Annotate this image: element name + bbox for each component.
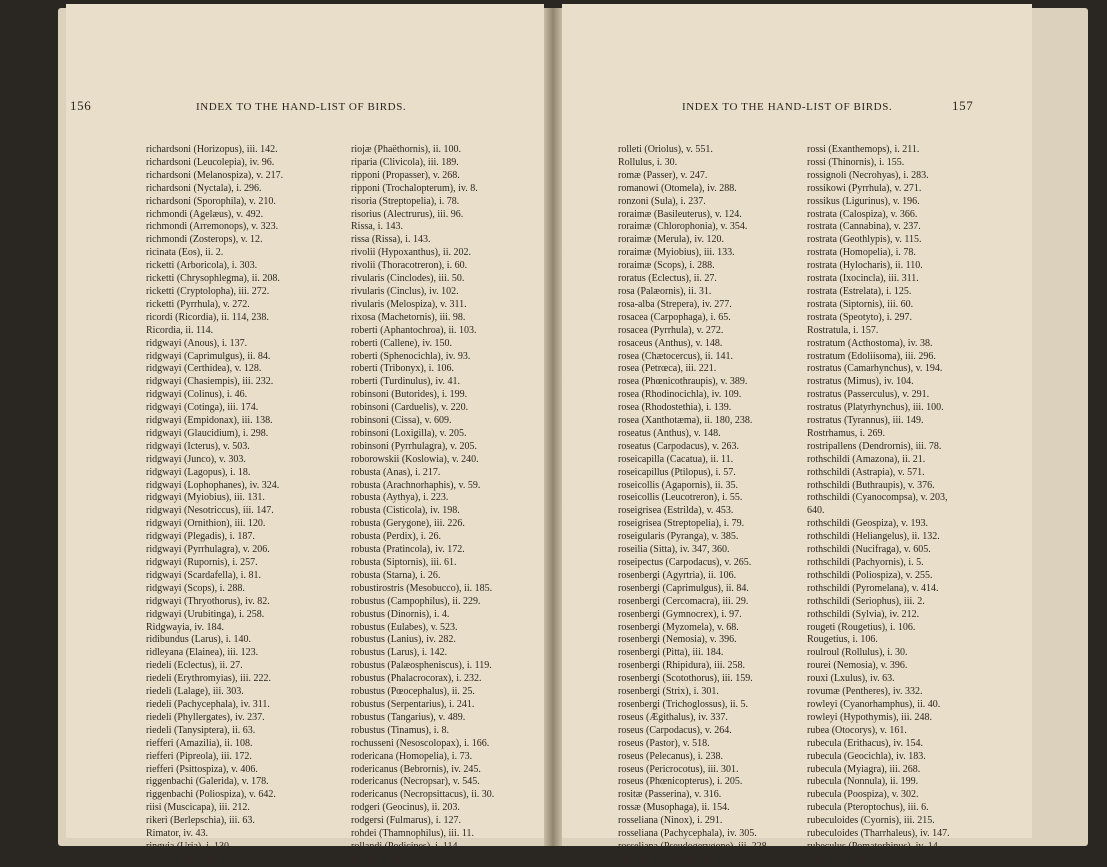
index-entry: rosa (Palæornis), ii. 31. — [618, 285, 712, 297]
index-entry: rostrata (Calospiza), v. 366. — [807, 208, 918, 220]
index-entry: richmondi (Zosterops), v. 12. — [146, 234, 263, 246]
index-entry: rowleyi (Cyanorhamphus), ii. 40. — [807, 698, 941, 710]
index-entry: rosenbergi (Agyrtria), ii. 106. — [618, 569, 737, 581]
index-entry: ricketti (Arboricola), i. 303. — [146, 260, 258, 272]
index-entry: rosseliana (Pachycephala), iv. 305. — [618, 828, 757, 840]
index-entry: rostrata (Siptornis), iii. 60. — [807, 298, 914, 310]
index-entry: rowleyi (Hypothymis), iii. 248. — [807, 711, 932, 723]
index-entry: ridibundus (Larus), i. 140. — [146, 634, 251, 646]
left-page-number: 156 — [70, 98, 92, 113]
index-entry: riisi (Muscicapa), iii. 212. — [146, 802, 250, 814]
index-entry: rovumæ (Pentheres), iv. 332. — [807, 686, 923, 698]
index-entry: ridgwayi (Icterus), v. 503. — [146, 440, 250, 452]
index-entry: rosea (Petrœca), iii. 221. — [618, 363, 717, 375]
index-entry: roraimæ (Myiobius), iii. 133. — [618, 247, 735, 259]
index-entry: ridgwayi (Certhidea), v. 128. — [146, 363, 262, 375]
index-entry: rostripallens (Dendrornis), iii. 78. — [807, 440, 942, 452]
index-entry: ridgwayi (Thryothorus), iv. 82. — [146, 595, 270, 607]
index-entry: rivolii (Thoracotreron), i. 60. — [351, 260, 468, 272]
index-entry: ricketti (Pyrrhula), v. 272. — [146, 298, 250, 310]
index-entry: richardsoni (Nyctala), i. 296. — [146, 182, 262, 194]
index-entry: riedeli (Lalage), iii. 303. — [146, 686, 244, 698]
index-entry: ridgwayi (Plegadis), i. 187. — [146, 531, 255, 543]
index-entry: rivularis (Cinclus), iv. 102. — [351, 285, 459, 297]
book-gutter — [544, 8, 562, 846]
index-entry: rosenbergi (Strix), i. 301. — [618, 686, 719, 698]
index-entry: rubeculoides (Cyornis), iii. 215. — [807, 815, 935, 827]
index-entry: riocouri (Nauclerus), i. 268. — [146, 853, 258, 865]
index-entry: robustus (Tinamus), i. 8. — [351, 724, 449, 736]
index-entry: riedeli (Tanysiptera), ii. 63. — [146, 724, 256, 736]
index-entry: ridgwayi (Pyrrhulagra), v. 206. — [146, 544, 270, 556]
index-entry: risoria (Streptopelia), i. 78. — [351, 195, 460, 207]
index-entry: robustus (Palæospheniscus), i. 119. — [351, 660, 492, 672]
index-entry: rosa-alba (Strepera), iv. 277. — [618, 298, 732, 310]
index-entry: robusta (Gerygone), iii. 226. — [351, 518, 465, 530]
index-entry: rostratum (Edoliisoma), iii. 296. — [807, 350, 936, 362]
index-entry: rostratus (Mimus), iv. 104. — [807, 376, 914, 388]
index-entry: rochusseni (Nesoscolopax), i. 166. — [351, 737, 490, 749]
index-entry: roseus (Pastor), v. 518. — [618, 737, 710, 749]
index-entry: rissa (Rissa), i. 143. — [351, 234, 431, 246]
index-entry: rodericanus (Necropsittacus), ii. 30. — [351, 789, 495, 801]
index-entry: rubecula (Myiagra), iii. 268. — [807, 763, 921, 775]
index-entry: rossi (Thinornis), i. 155. — [807, 156, 905, 168]
index-entry: riefferi (Amazilia), ii. 108. — [146, 737, 253, 749]
index-entry: ridgwayi (Junco), v. 303. — [146, 453, 246, 465]
index-entry: richardsoni (Horizopus), iii. 142. — [146, 144, 278, 155]
index-entry: rostrata (Ixocincla), iii. 311. — [807, 273, 919, 285]
index-entry: Ricordia, ii. 114. — [146, 324, 214, 336]
index-entry: rositæ (Passerina), v. 316. — [618, 789, 722, 801]
index-entry: Rimator, iv. 43. — [146, 828, 209, 840]
index-entry: robustus (Phalacrocorax), i. 232. — [351, 673, 482, 685]
index-entry: rosseliana (Pseudogerygone), iii. 228. — [618, 840, 770, 852]
index-entry: robinsoni (Cissa), v. 609. — [351, 415, 452, 427]
index-entry: rixosa (Machetornis), iii. 98. — [351, 311, 466, 323]
index-entry: ridgwayi (Scardafella), i. 81. — [146, 569, 261, 581]
right-page-number: 157 — [952, 98, 974, 113]
index-entry: roberti (Callene), iv. 150. — [351, 337, 452, 349]
index-entry: rothschildi (Heliangelus), ii. 132. — [807, 531, 940, 543]
index-entry: rostratus (Camarhynchus), v. 194. — [807, 363, 943, 375]
index-entry: rodgersi (Fulmarus), i. 127. — [351, 815, 461, 827]
index-entry: rosenbergi (Caprimulgus), ii. 84. — [618, 582, 749, 594]
index-entry: roseipectus (Carpodacus), v. 265. — [618, 557, 752, 568]
index-entry: rossi (Exanthemops), i. 211. — [807, 144, 920, 155]
index-entry: ridgwayi (Caprimulgus), ii. 84. — [146, 350, 271, 362]
index-entry: robinsoni (Butorides), i. 199. — [351, 389, 468, 401]
index-entry: roratus (Eclectus), ii. 27. — [618, 273, 717, 285]
index-entry: rosea (Xanthotæma), ii. 180, 238. — [618, 415, 753, 427]
index-entry: rossikus (Ligurinus), v. 196. — [807, 195, 920, 207]
index-entry: rosenbergi (Pitta), iii. 184. — [618, 647, 724, 659]
index-entry: roseatus (Anthus), v. 148. — [618, 427, 721, 439]
index-entry: roseatus (Carpodacus), v. 263. — [618, 440, 739, 452]
index-entry: richardsoni (Melanospiza), v. 217. — [146, 169, 284, 181]
index-entry: ripponi (Trochalopterum), iv. 8. — [351, 182, 478, 194]
index-entry: Rollulus, i. 30. — [618, 156, 678, 168]
right-column-1 — [618, 144, 769, 867]
index-entry: rothschildi (Sylvia), iv. 212. — [807, 608, 920, 620]
index-entry: rubecula (Geocichla), iv. 183. — [807, 750, 926, 762]
index-entry: rosacea (Carpophaga), i. 65. — [618, 311, 731, 323]
index-entry: robustirostris (Mesobucco), ii. 185. — [351, 582, 493, 594]
index-entry: robustus (Larus), i. 142. — [351, 647, 448, 659]
index-entry: rothschildi (Cyanocompsa), v. 203, — [807, 492, 948, 504]
index-entry: ringvia (Uria), i. 130. — [146, 840, 232, 852]
index-entry: rostrata (Estrelata), i. 125. — [807, 285, 912, 297]
index-entry: rougeti (Rougetius), i. 106. — [807, 621, 916, 633]
index-entry: ridgwayi (Nesotriccus), iii. 147. — [146, 505, 274, 517]
index-entry: rosea (Chætocercus), ii. 141. — [618, 350, 733, 362]
index-entry: rosenbergi (Myzomela), v. 68. — [618, 621, 739, 633]
index-entry: roseicollis (Leucotreron), i. 55. — [618, 492, 743, 504]
right-page-title: INDEX TO THE HAND-LIST OF BIRDS. — [682, 101, 893, 113]
index-entry: robusta (Cisticola), iv. 198. — [351, 505, 460, 517]
index-entry: rolleti (Erythrobucco), ii. 178. — [351, 853, 472, 865]
index-entry: rothschildi (Poliospiza), v. 255. — [807, 569, 933, 581]
index-entry: rodericanus (Necropsar), v. 545. — [351, 776, 480, 788]
index-entry: roraimæ (Merula), iv. 120. — [618, 234, 724, 246]
index-entry: risorius (Alectrurus), iii. 96. — [351, 208, 464, 220]
index-entry: riedeli (Erythromyias), iii. 222. — [146, 673, 271, 685]
index-entry: rosenbergi (Trichoglossus), ii. 5. — [618, 698, 748, 710]
index-entry: riparia (Clivicola), iii. 189. — [351, 156, 459, 168]
index-entry: robusta (Pratincola), iv. 172. — [351, 544, 465, 556]
index-entry: robustus (Tangarius), v. 489. — [351, 711, 466, 723]
index-entry: robinsoni (Loxigilla), v. 205. — [351, 427, 467, 439]
index-entry: ricketti (Cryptolopha), iii. 272. — [146, 285, 270, 297]
index-entry: riedeli (Pachycephala), iv. 311. — [146, 698, 270, 710]
index-entry: robinsoni (Carduelis), v. 220. — [351, 402, 469, 414]
index-entry: rosaceus (Anthus), v. 148. — [618, 337, 723, 349]
index-entry: roberti (Aphantochroa), ii. 103. — [351, 324, 477, 336]
index-entry: ripponi (Propasser), v. 268. — [351, 169, 460, 181]
index-entry: roseicapillus (Ptilopus), i. 57. — [618, 466, 736, 478]
right-column-2 — [807, 144, 950, 867]
index-entry: roraimæ (Scops), i. 288. — [618, 260, 715, 272]
index-entry: rolleti (Oriolus), v. 551. — [618, 144, 713, 155]
index-entry: robustus (Campophilus), ii. 229. — [351, 595, 481, 607]
index-entry: rostratus (Tyrannus), iii. 149. — [807, 415, 924, 427]
index-entry: robusta (Starna), i. 26. — [351, 569, 441, 581]
index-entry: ridgwayi (Lagopus), i. 18. — [146, 466, 251, 478]
index-entry: rosea (Phœnicothraupis), v. 389. — [618, 376, 748, 388]
index-entry: roberti (Tribonyx), i. 106. — [351, 363, 454, 375]
index-entry: rostrata (Speotyto), i. 297. — [807, 311, 912, 323]
index-entry: ridgwayi (Chasiempis), iii. 232. — [146, 376, 274, 388]
index-entry: rostrata (Cannabina), v. 237. — [807, 221, 921, 233]
index-entry: rossignoli (Necrohyas), i. 283. — [807, 169, 929, 181]
index-entry: Rostrhamus, i. 269. — [807, 427, 886, 439]
index-entry: 640. — [807, 505, 825, 517]
index-entry: roseicollis (Agapornis), ii. 35. — [618, 479, 738, 491]
index-entry: rostratus (Platyrhynchus), iii. 100. — [807, 402, 944, 414]
index-entry: riefferi (Psittospiza), v. 406. — [146, 763, 258, 775]
left-page — [66, 4, 544, 865]
index-entry: rosenbergi (Rhipidura), iii. 258. — [618, 660, 746, 672]
index-entry: rothschildi (Nucifraga), v. 605. — [807, 544, 931, 556]
index-entry: rothschildi (Geospiza), v. 193. — [807, 518, 928, 530]
index-entry: rivularis (Melospiza), v. 311. — [351, 298, 467, 310]
index-entry: ridleyana (Elainea), iii. 123. — [146, 647, 259, 659]
left-column-2 — [351, 144, 494, 867]
index-entry: robusta (Aythya), i. 223. — [351, 492, 449, 504]
index-entry: ridgwayi (Ornithion), iii. 120. — [146, 518, 266, 530]
index-entry: rosseliana (Tanysiptera), ii. 63. — [618, 853, 742, 865]
left-page-title: INDEX TO THE HAND-LIST OF BIRDS. — [196, 101, 407, 113]
index-entry: rothschildi (Pachyornis), i. 5. — [807, 557, 924, 568]
index-entry: riedeli (Eclectus), ii. 27. — [146, 660, 243, 672]
index-entry: ridgwayi (Colinus), i. 46. — [146, 389, 248, 401]
index-entry: roseus (Ægithalus), iv. 337. — [618, 711, 728, 723]
index-entry: rothschildi (Astrapia), v. 571. — [807, 466, 925, 478]
index-entry: rodericana (Homopelia), i. 73. — [351, 750, 473, 762]
index-entry: roseus (Pericrocotus), iii. 301. — [618, 763, 739, 775]
index-entry: romanowi (Otomela), iv. 288. — [618, 182, 737, 194]
index-entry: rivularis (Cinclodes), iii. 50. — [351, 273, 465, 285]
index-entry: roseus (Carpodacus), v. 264. — [618, 724, 732, 736]
index-entry: rodgeri (Geocinus), ii. 203. — [351, 802, 460, 814]
index-entry: rosacea (Pyrrhula), v. 272. — [618, 324, 724, 336]
index-entry: ronzoni (Sula), i. 237. — [618, 195, 706, 207]
index-entry: romæ (Passer), v. 247. — [618, 169, 708, 181]
index-entry: rossæ (Musophaga), ii. 154. — [618, 802, 730, 814]
index-entry: ricketti (Chrysophlegma), ii. 208. — [146, 273, 280, 285]
index-entry: rubecula (Erithacus), iv. 154. — [807, 737, 923, 749]
index-entry: riggenbachi (Poliospiza), v. 642. — [146, 789, 276, 801]
index-entry: rivolii (Hypoxanthus), ii. 202. — [351, 247, 471, 259]
index-entry: Ridgwayia, iv. 184. — [146, 621, 224, 633]
index-entry: richmondi (Agelæus), v. 492. — [146, 208, 264, 220]
index-entry: rosea (Rhodinocichla), iv. 109. — [618, 389, 742, 401]
index-entry: rosenbergi (Scotothorus), iii. 159. — [618, 673, 753, 685]
index-entry: roseigrisea (Estrilda), v. 453. — [618, 505, 734, 517]
index-entry: ridgwayi (Lophophanes), iv. 324. — [146, 479, 280, 491]
index-entry: rostrata (Homopelia), i. 78. — [807, 247, 916, 259]
index-entry: rubeculoides (Tharrhaleus), iv. 147. — [807, 828, 950, 840]
index-entry: richardsoni (Sporophila), v. 210. — [146, 195, 276, 207]
index-entry: ridgwayi (Urubitinga), i. 258. — [146, 608, 265, 620]
index-entry: rosseliana (Ninox), i. 291. — [618, 815, 723, 827]
index-entry: robusta (Siptornis), iii. 61. — [351, 557, 457, 568]
index-entry: ridgwayi (Scops), i. 288. — [146, 582, 245, 594]
index-entry: rostrata (Geothlypis), v. 115. — [807, 234, 922, 246]
index-entry: rollandi (Podicipes), i. 114. — [351, 840, 461, 852]
index-entry: robustus (Pœocephalus), ii. 25. — [351, 686, 475, 698]
index-entry: rubecula (Pteroptochus), iii. 6. — [807, 802, 929, 814]
index-entry: robustus (Dinornis), i. 4. — [351, 608, 450, 620]
index-entry: roulroul (Rollulus), i. 30. — [807, 647, 908, 659]
index-entry: roraimæ (Basileuterus), v. 124. — [618, 208, 742, 220]
index-entry: ruber (Creciscus), i. 105. — [807, 853, 907, 865]
index-entry: robusta (Arachnorhaphis), v. 59. — [351, 479, 481, 491]
index-entry: rohdei (Thamnophilus), iii. 11. — [351, 828, 474, 840]
index-entry: ricordi (Ricordia), ii. 114, 238. — [146, 311, 269, 323]
index-entry: robinsoni (Pyrrhulagra), v. 205. — [351, 440, 477, 452]
index-entry: rossikowi (Pyrrhula), v. 271. — [807, 182, 922, 194]
index-entry: riggenbachi (Galerida), v. 178. — [146, 776, 269, 788]
index-entry: Rissa, i. 143. — [351, 221, 403, 233]
index-entry: ridgwayi (Myiobius), iii. 131. — [146, 492, 265, 504]
index-entry: rosenbergi (Nemosia), v. 396. — [618, 634, 737, 646]
index-entry: rouxi (Lxulus), iv. 63. — [807, 673, 895, 685]
index-entry: roseicapilla (Cacatua), ii. 11. — [618, 453, 734, 465]
index-entry: roseigrisea (Streptopelia), i. 79. — [618, 518, 745, 530]
index-entry: rourei (Nemosia), v. 396. — [807, 660, 908, 672]
index-entry: richmondi (Arremonops), v. 323. — [146, 221, 279, 233]
index-entry: roberti (Sphenocichla), iv. 93. — [351, 350, 471, 362]
index-entry: roseus (Pelecanus), i. 238. — [618, 750, 723, 762]
index-entry: ridgwayi (Cotinga), iii. 174. — [146, 402, 259, 414]
index-entry: rodericanus (Bebrornis), iv. 245. — [351, 763, 481, 775]
index-entry: Rougetius, i. 106. — [807, 634, 878, 646]
index-entry: rothschildi (Amazona), ii. 21. — [807, 453, 926, 465]
index-entry: Rostratula, i. 157. — [807, 324, 879, 336]
index-entry: ridgwayi (Rupornis), i. 257. — [146, 557, 258, 568]
index-entry: rostrata (Hylocharis), ii. 110. — [807, 260, 923, 272]
index-entry: robustus (Eulabes), v. 523. — [351, 621, 458, 633]
index-entry: rubecula (Poospiza), v. 302. — [807, 789, 919, 801]
index-entry: rostratum (Acthostoma), iv. 38. — [807, 337, 933, 349]
right-page — [562, 4, 1032, 865]
index-entry: roborowskii (Koslowia), v. 240. — [351, 453, 479, 465]
index-entry: roberti (Turdinulus), iv. 41. — [351, 376, 460, 388]
index-entry: rubeculus (Pomatorhinus), iv. 14. — [807, 840, 941, 852]
left-column-1 — [146, 144, 283, 867]
index-entry: robusta (Anas), i. 217. — [351, 466, 441, 478]
index-entry: rosea (Rhodostethia), i. 139. — [618, 402, 732, 414]
index-entry: roseilia (Sitta), iv. 347, 360. — [618, 544, 730, 556]
index-entry: rosenbergi (Gymnocrex), i. 97. — [618, 608, 742, 620]
index-entry: robustus (Lanius), iv. 282. — [351, 634, 456, 646]
index-entry: roraimæ (Chlorophonia), v. 354. — [618, 221, 748, 233]
index-entry: robustus (Serpentarius), i. 241. — [351, 698, 475, 710]
index-entry: ricinata (Eos), ii. 2. — [146, 247, 224, 259]
index-entry: rothschildi (Seriophus), iii. 2. — [807, 595, 925, 607]
index-entry: ridgwayi (Glaucidium), i. 298. — [146, 427, 269, 439]
index-entry: roseigularis (Pyranga), v. 385. — [618, 531, 739, 543]
index-entry: ridgwayi (Empidonax), iii. 138. — [146, 415, 273, 427]
index-entry: rubea (Otocorys), v. 161. — [807, 724, 907, 736]
index-entry: robusta (Perdix), i. 26. — [351, 531, 441, 543]
index-entry: riefferi (Pipreola), iii. 172. — [146, 750, 252, 762]
index-entry: rothschildi (Buthraupis), v. 376. — [807, 479, 935, 491]
index-entry: richardsoni (Leucolepia), iv. 96. — [146, 156, 275, 168]
index-entry: ridgwayi (Anous), i. 137. — [146, 337, 248, 349]
index-entry: rostratus (Passerculus), v. 291. — [807, 389, 930, 401]
index-entry: rikeri (Berlepschia), iii. 63. — [146, 815, 255, 827]
index-entry: riedeli (Phyllergates), iv. 237. — [146, 711, 265, 723]
index-entry: rothschildi (Pyromelana), v. 414. — [807, 582, 939, 594]
index-entry: rosenbergi (Cercomacra), iii. 29. — [618, 595, 749, 607]
index-entry: rubecula (Nonnula), ii. 199. — [807, 776, 919, 788]
index-entry: roseus (Phœnicopterus), i. 205. — [618, 776, 743, 788]
index-entry: riojæ (Phaëthornis), ii. 100. — [351, 144, 461, 155]
